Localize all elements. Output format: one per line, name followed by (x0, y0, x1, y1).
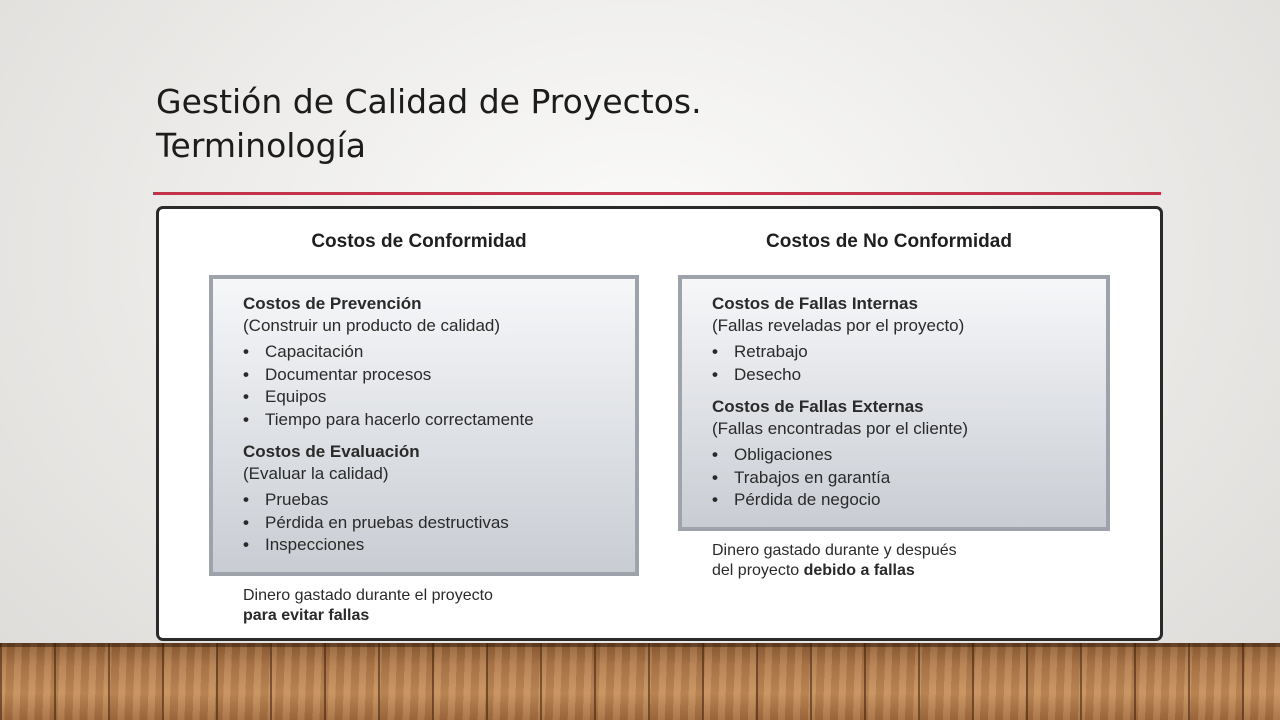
evaluation-list (243, 489, 623, 557)
slide-title-line-1: Gestión de Calidad de Proyectos. (156, 82, 702, 121)
slide-title-line-2: Terminología (156, 126, 366, 165)
bullet-icon: • (243, 364, 249, 384)
prevention-list (243, 341, 623, 431)
list-item: • Desecho (712, 364, 1094, 387)
list-item: • Equipos (243, 386, 623, 409)
conformity-heading: Costos de Conformidad (311, 231, 527, 252)
list-item: • Capacitación (243, 341, 623, 364)
list-item: • Retrabajo (712, 341, 1094, 364)
conformity-box (209, 275, 639, 576)
evaluation-title: Costos de Evaluación (243, 442, 420, 461)
bullet-icon: • (243, 490, 249, 509)
cost-of-quality-figure (156, 206, 1163, 641)
bullet-icon: • (712, 342, 718, 361)
external-failures-subtitle: (Fallas encontradas por el cliente) (712, 419, 969, 438)
prevention-subtitle: (Construir un producto de calidad) (243, 316, 501, 335)
list-item: • Obligaciones (712, 444, 1094, 467)
list-item: • Pérdida de negocio (712, 489, 1094, 512)
nonconformity-heading: Costos de No Conformidad (766, 231, 1012, 252)
slide-title (156, 80, 702, 168)
bullet-icon: • (243, 409, 249, 429)
nonconformity-note (712, 541, 957, 581)
internal-failures-list (712, 341, 1094, 386)
bullet-icon: • (243, 535, 249, 554)
bullet-icon: • (243, 387, 249, 406)
title-divider (153, 192, 1161, 195)
list-item: • Pruebas (243, 489, 623, 512)
external-failures-list (712, 444, 1094, 512)
internal-failures-subtitle: (Fallas reveladas por el proyecto) (712, 316, 965, 335)
bullet-icon: • (712, 467, 718, 487)
bullet-icon: • (712, 445, 718, 464)
list-item: • Inspecciones (243, 534, 623, 557)
wood-floor (0, 643, 1280, 720)
list-item: • Trabajos en garantía (712, 467, 1094, 490)
evaluation-subtitle: (Evaluar la calidad) (243, 464, 389, 483)
nonconformity-note-line-1: Dinero gastado durante y después (712, 542, 957, 559)
bullet-icon: • (712, 364, 718, 384)
prevention-title: Costos de Prevención (243, 294, 422, 313)
external-failures-title: Costos de Fallas Externas (712, 397, 924, 416)
list-item: • Documentar procesos (243, 364, 623, 387)
bullet-icon: • (243, 342, 249, 361)
bullet-icon: • (712, 490, 718, 509)
nonconformity-box (678, 275, 1110, 531)
conformity-note (243, 586, 493, 626)
conformity-note-line-1: Dinero gastado durante el proyecto (243, 587, 493, 604)
conformity-note-line-2: para evitar fallas (243, 607, 370, 624)
internal-failures-title: Costos de Fallas Internas (712, 294, 918, 313)
list-item: • Pérdida en pruebas destructivas (243, 512, 623, 535)
bullet-icon: • (243, 512, 249, 532)
nonconformity-note-line-2: del proyecto debido a fallas (712, 562, 915, 579)
list-item: • Tiempo para hacerlo correctamente (243, 409, 623, 432)
